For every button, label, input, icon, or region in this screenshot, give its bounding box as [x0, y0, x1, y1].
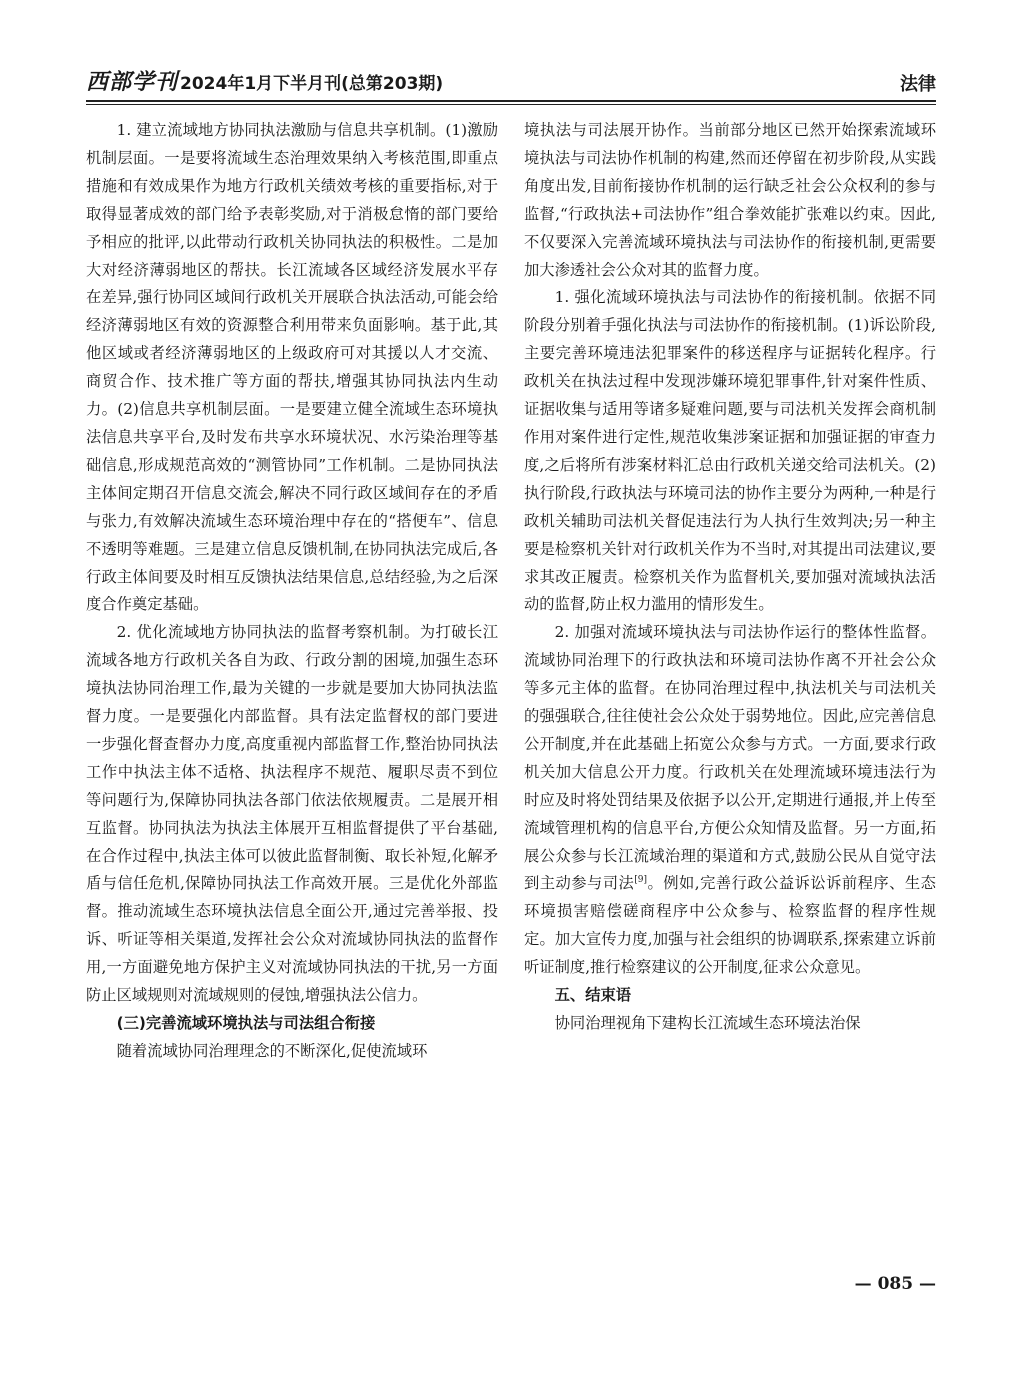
section-name: 法律 [900, 74, 936, 95]
paragraph-text-part2: 。例如,完善行政公益诉讼诉前程序、生态环境损害赔偿磋商程序中公众参与、检察监督的程序性规定。加大宣传力度,加强与社会组织的协调联系,探索建立诉前听证制度,推行检察建议的公开制度,征求公众意见。 [524, 874, 936, 977]
right-column [524, 117, 936, 1038]
subsection-heading: (三)完善流域环境执法与司法组合衔接 [116, 1014, 376, 1032]
paragraph-overall-supervision [524, 619, 936, 982]
issue-info: 2024年1月下半月刊(总第203期) [180, 74, 444, 94]
page-number: — 085 — [854, 1274, 936, 1294]
section-heading-conclusion: 五、结束语 [554, 986, 632, 1005]
paragraph-text-part1: 2. 加强对流域环境执法与司法协作运行的整体性监督。流域协同治理下的行政执法和环境司法协作离不开社会公众等多元主体的监督。在协同治理过程中,执法机关与司法机关的强强联合,往往使社会公众处于弱势地位。因此,应完善信息公开制度,并在此基础上拓宽公众参与方式。一方面,要求行政机关加大信息公开力度。行政机关在处理流域环境违法行为时应及时将处罚结果及依据予以公开,定期进行通报,并上传至流域管理机构的信息平台,方便公众知情及监督。另一方面,拓展公众参与长江流域治理的渠道和方式,鼓励公民从自觉守法到主动参与司法 [524, 623, 936, 893]
header-rule [86, 100, 936, 102]
paragraph-continued: 境执法与司法展开协作。当前部分地区已然开始探索流域环境执法与司法协作机制的构建,然而还停留在初步阶段,从实践角度出发,目前衔接协作机制的运行缺乏社会公众权利的参与监督,“行政执法+司法协作”组合拳效能扩张难以约束。因此,不仅要深入完善流域环境执法与司法协作的衔接机制,更需要加大渗透社会公众对其的监督力度。 [524, 121, 936, 279]
left-column [86, 117, 498, 1066]
journal-logo: 西部学刊 [86, 69, 179, 95]
paragraph-conclusion-start: 协同治理视角下建构长江流域生态环境法治保 [554, 1014, 861, 1032]
paragraph-incentive-mechanism: 1. 建立流域地方协同执法激励与信息共享机制。(1)激励机制层面。一是要将流域生态治理效果纳入考核范围,即重点措施和有效成果作为地方行政机关绩效考核的重要指标,对于取得显著成效的部门给予表彰奖励,对于消极怠惰的部门要给予相应的批评,以此带动行政机关协同执法的积极性。二是加大对经济薄弱地区的帮扶。长江流域各区域经济发展水平存在差异,强行协同区域间行政机关开展联合执法活动,可能会给经济薄弱地区有效的资源整合利用带来负面影响。基于此,其他区域或者经济薄弱地区的上级政府可对其援以人才交流、商贸合作、技术推广等方面的帮扶,增强其协同执法内生动力。(2)信息共享机制层面。一是要建立健全流域生态环境执法信息共享平台,及时发布共享水环境状况、水污染治理等基础信息,形成规范高效的“测管协同”工作机制。二是协同执法主体间定期召开信息交流会,解决不同行政区域间存在的矛盾与张力,有效解决流域生态环境治理中存在的“搭便车”、信息不透明等难题。三是建立信息反馈机制,在协同执法完成后,各行政主体间要及时相互反馈执法结果信息,总结经验,为之后深度合作奠定基础。 [86, 121, 498, 614]
header-rule-thin [86, 104, 936, 105]
running-header [86, 62, 936, 96]
citation-marker: [9] [634, 875, 648, 886]
paragraph-supervision-mechanism: 2. 优化流域地方协同执法的监督考察机制。为打破长江流域各地方行政机关各自为政、行政分割的困境,加强生态环境执法协同治理工作,最为关键的一步就是要加大协同执法监督力度。一是要强化内部监督。具有法定监督权的部门要进一步强化督查督办力度,高度重视内部监督工作,整治协同执法工作中执法主体不适格、执法程序不规范、履职尽责不到位等问题行为,保障协同执法各部门依法依规履责。二是展开相互监督。协同执法为执法主体展开互相监督提供了平台基础,在合作过程中,执法主体可以彼此监督制衡、取长补短,化解矛盾与信任危机,保障协同执法工作高效开展。三是优化外部监督。推动流域生态环境执法信息全面公开,通过完善举报、投诉、听证等相关渠道,发挥社会公众对流域协同执法的监督作用,一方面避免地方保护主义对流域协同执法的干扰,另一方面防止区域规则对流域规则的侵蚀,增强执法公信力。 [86, 623, 498, 1005]
header-left [86, 65, 443, 96]
paragraph-subsection-intro: 随着流域协同治理理念的不断深化,促使流域环 [116, 1041, 428, 1060]
paragraph-connection-mechanism: 1. 强化流域环境执法与司法协作的衔接机制。依据不同阶段分别着手强化执法与司法协作的衔接机制。(1)诉讼阶段,主要完善环境违法犯罪案件的移送程序与证据转化程序。行政机关在执法过程中发现涉嫌环境犯罪事件,针对案件性质、证据收集与适用等诸多疑难问题,要与司法机关发挥会商机制作用对案件进行定性,规范收集涉案证据和加强证据的审查力度,之后将所有涉案材料汇总由行政机关递交给司法机关。(2)执行阶段,行政执法与环境司法的协作主要分为两种,一种是行政机关辅助司法机关督促违法行为人执行生效判决;另一种主要是检察机关针对行政机关作为不当时,对其提出司法建议,要求其改正履责。检察机关作为监督机关,要加强对流域执法活动的监督,防止权力滥用的情形发生。 [524, 288, 936, 614]
